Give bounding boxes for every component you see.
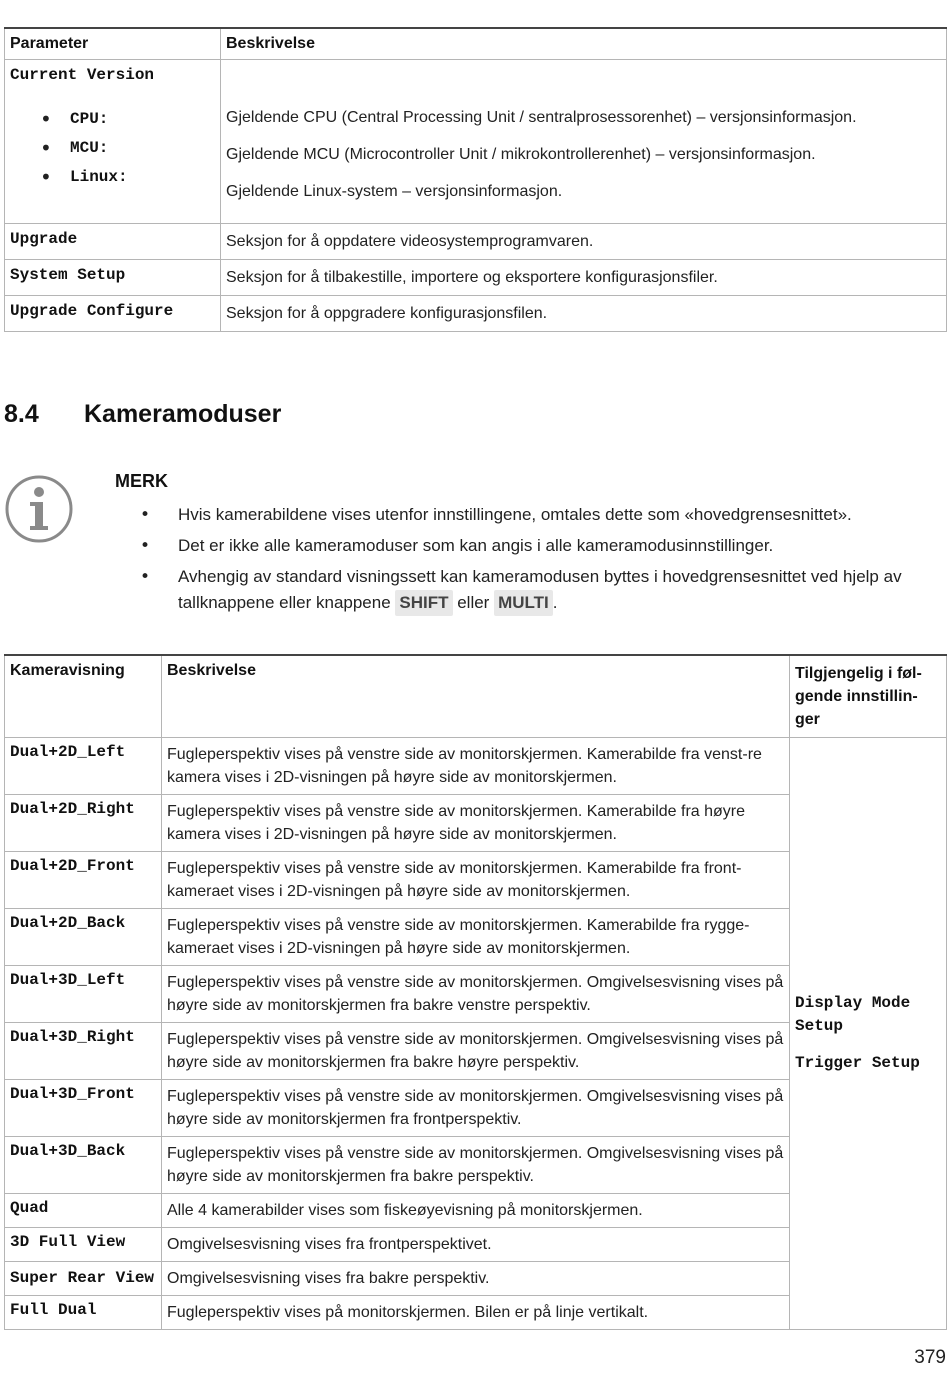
camera-view-cell: Dual+3D_Back [5,1137,162,1194]
version-item-desc: Gjeldende MCU (Microcontroller Unit / mikrokontrollerenhet) – versjonsinformasjon. [226,146,816,163]
note-title: MERK [115,471,168,491]
camera-view-cell: Full Dual [5,1296,162,1330]
camera-view-cell: Dual+3D_Left [5,966,162,1023]
list-item [140,533,940,559]
note-text: Det er ikke alle kameramoduser som kan angis i alle kameramodusinnstillinger. [178,536,774,555]
desc-cell: Fugleperspektiv vises på venstre side av monitorskjermen. Kamerabilde fra front-kameraet vises i 2D-visningen på høyre side av monitorskjermen. [162,852,790,909]
camera-mode-table [4,654,947,1330]
version-item-desc: Gjeldende CPU (Central Processing Unit / sentralprosessorenhet) – versjonsinformasjon. [226,109,857,126]
current-version-cell [5,60,221,224]
table-row [5,296,947,332]
section-title: Kameramoduser [84,400,282,428]
table-row [5,738,947,795]
note-text: Hvis kamerabildene vises utenfor innstillingene, omtales dette som «hovedgrensesnittet». [178,505,852,524]
desc-cell: Fugleperspektiv vises på venstre side av monitorskjermen. Omgivelsesvisning vises på høyre side av monitorskjermen fra bakre høyre perspektiv. [162,1023,790,1080]
camera-view-cell: Dual+3D_Front [5,1080,162,1137]
camera-view-cell: Super Rear View [5,1262,162,1296]
note-text-part: . [552,593,558,612]
camera-view-cell: Dual+3D_Right [5,1023,162,1080]
desc-cell: Omgivelsesvisning vises fra frontperspektivet. [162,1228,790,1262]
available-setting: Display Mode Setup [795,994,911,1035]
column-header-description: Beskrivelse [221,28,947,60]
param-cell: Upgrade Configure [5,296,221,332]
desc-cell: Fugleperspektiv vises på venstre side av monitorskjermen. Omgivelsesvisning vises på høyre side av monitorskjermen fra frontperspektiv. [162,1080,790,1137]
note-text-part: Avhengig av standard visningssett kan kameramodusen byttes i hovedgrensesnittet ved hjelp av tallknappene eller knappene [178,567,902,612]
table-header-row [5,655,947,738]
column-header-description: Beskrivelse [162,655,790,738]
available-settings-cell [790,738,947,1330]
section-heading [4,400,281,429]
shift-key-label: SHIFT [395,590,452,616]
camera-view-cell: 3D Full View [5,1228,162,1262]
version-item-label: Linux: [70,167,128,186]
list-item [10,133,215,162]
bullet-icon: • [40,135,52,160]
bullet-icon: • [140,505,151,525]
table-row [5,224,947,260]
bullet-icon: • [40,164,52,189]
version-item-label: CPU: [70,109,109,128]
version-item-desc: Gjeldende Linux-system – versjonsinformasjon. [226,183,563,200]
bullet-icon: • [140,536,151,556]
list-item [10,104,215,133]
version-item-label: MCU: [70,138,109,157]
note-list [140,502,940,621]
bullet-icon: • [140,567,151,587]
column-header-camera-view: Kameravisning [5,655,162,738]
list-item [140,564,940,616]
desc-cell: Fugleperspektiv vises på venstre side av monitorskjermen. Omgivelsesvisning vises på høyre side av monitorskjermen fra bakre perspektiv. [162,1137,790,1194]
bullet-icon: • [40,106,52,131]
section-number: 8.4 [4,400,39,428]
column-header-parameter: Parameter [5,28,221,60]
list-item [140,502,940,528]
multi-key-label: MULTI [494,590,553,616]
note-text [178,564,940,616]
table-row [5,260,947,296]
desc-cell: Seksjon for å tilbakestille, importere og eksportere konfigurasjonsfiler. [221,260,947,296]
desc-cell: Fugleperspektiv vises på venstre side av monitorskjermen. Kamerabilde fra rygge-kameraet vises i 2D-visningen på høyre side av monitorskjermen. [162,909,790,966]
param-cell: System Setup [5,260,221,296]
desc-cell: Fugleperspektiv vises på venstre side av monitorskjermen. Kamerabilde fra høyre kamera vises i 2D-visningen på høyre side av monitorskjermen. [162,795,790,852]
column-header-available: Tilgjengelig i føl-gende innstillin-ger [790,655,947,738]
desc-cell: Fugleperspektiv vises på monitorskjermen. Bilen er på linje vertikalt. [162,1296,790,1330]
desc-cell: Fugleperspektiv vises på venstre side av monitorskjermen. Kamerabilde fra venst-re kamera vises i 2D-visningen på høyre side av monitorskjermen. [162,738,790,795]
current-version-label: Current Version [10,66,155,84]
current-version-desc-cell [221,60,947,224]
available-setting: Trigger Setup [795,1054,920,1072]
parameter-table [4,27,947,332]
note-text-part: eller [452,593,495,612]
table-header-row [5,28,947,60]
desc-cell: Fugleperspektiv vises på venstre side av monitorskjermen. Omgivelsesvisning vises på høyre side av monitorskjermen fra bakre venstre perspektiv. [162,966,790,1023]
list-item [10,162,215,191]
camera-view-cell: Dual+2D_Left [5,738,162,795]
camera-view-cell: Dual+2D_Back [5,909,162,966]
camera-view-cell: Dual+2D_Right [5,795,162,852]
info-icon [4,474,74,544]
version-list [10,104,215,191]
desc-cell: Alle 4 kamerabilder vises som fiskeøyevisning på monitorskjermen. [162,1194,790,1228]
table-row [5,60,947,224]
param-cell: Upgrade [5,224,221,260]
camera-view-cell: Quad [5,1194,162,1228]
desc-cell: Omgivelsesvisning vises fra bakre perspektiv. [162,1262,790,1296]
page-number: 379 [914,1347,946,1368]
camera-view-cell: Dual+2D_Front [5,852,162,909]
desc-cell: Seksjon for å oppgradere konfigurasjonsfilen. [221,296,947,332]
desc-cell: Seksjon for å oppdatere videosystemprogramvaren. [221,224,947,260]
